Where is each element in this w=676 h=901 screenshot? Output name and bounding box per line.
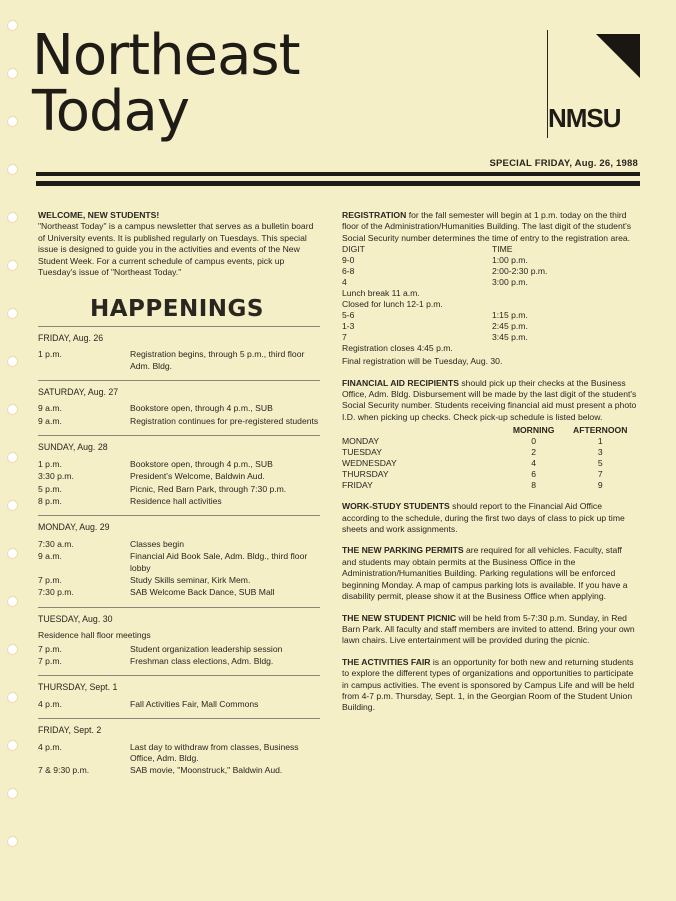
event-time: 7:30 a.m. bbox=[38, 538, 74, 549]
day-block bbox=[38, 607, 320, 668]
afternoon-digit: 7 bbox=[597, 469, 603, 480]
registration-body: for the fall semester will begin at 1 p.m. today on the third floor of the Administration/Humanities Building. The last digit of the student's Social Security number determines the time of entry to the registration area. bbox=[342, 210, 632, 243]
event-description: Bookstore open, through 4 p.m., SUB bbox=[130, 458, 273, 469]
event-row bbox=[38, 575, 320, 586]
event-description: Registration begins, through 5 p.m., third floor Adm. Bldg. bbox=[130, 349, 305, 371]
registration-time: 3:00 p.m. bbox=[492, 277, 528, 288]
binder-hole bbox=[7, 404, 18, 415]
disbursement-day: THURSDAY bbox=[342, 469, 389, 480]
afternoon-digit: 5 bbox=[597, 458, 603, 469]
event-row bbox=[38, 403, 320, 414]
financial-aid-body: should pick up their checks at the Business Office, Adm. Bldg. Disbursement will be made by the last digit of the student's Social Security number. Students receiving financial aid must present a photo I.D. when picking up checks. Check pick-up schedule is listed below. bbox=[342, 377, 637, 422]
binder-hole bbox=[7, 740, 18, 751]
morning-digit: 6 bbox=[531, 469, 537, 480]
registration-digit: 5-6 bbox=[342, 310, 355, 321]
happenings-heading: HAPPENINGS bbox=[90, 296, 264, 323]
registration-row bbox=[342, 321, 547, 332]
university-logo: NMSU bbox=[548, 103, 621, 133]
event-description: Freshman class elections, Adm. Bldg. bbox=[130, 655, 274, 666]
event-time: 9 a.m. bbox=[38, 415, 62, 426]
masthead-title-line1: Northeast bbox=[32, 23, 300, 88]
closed-for-lunch: Closed for lunch 12-1 p.m. bbox=[342, 299, 443, 310]
event-description: Picnic, Red Barn Park, through 7:30 p.m. bbox=[130, 483, 287, 494]
day-heading: SUNDAY, Aug. 28 bbox=[38, 442, 108, 453]
event-row bbox=[38, 416, 320, 427]
left-column bbox=[38, 210, 320, 778]
disbursement-header-row bbox=[342, 425, 638, 436]
disbursement-day: WEDNESDAY bbox=[342, 458, 397, 469]
registration-table bbox=[342, 244, 547, 354]
event-row bbox=[38, 539, 320, 550]
binder-hole bbox=[7, 500, 18, 511]
disbursement-day: FRIDAY bbox=[342, 480, 373, 491]
afternoon-digit: 3 bbox=[597, 447, 603, 458]
day-heading: FRIDAY, Aug. 26 bbox=[38, 332, 104, 343]
day-block bbox=[38, 326, 320, 372]
morning-digit: 2 bbox=[531, 447, 537, 458]
binder-holes bbox=[4, 20, 18, 880]
disbursement-row bbox=[342, 436, 638, 447]
event-time: 9 a.m. bbox=[38, 403, 62, 414]
binder-hole bbox=[7, 260, 18, 271]
event-description: Residence hall activities bbox=[130, 495, 222, 506]
event-description: SAB movie, "Moonstruck," Baldwin Aud. bbox=[130, 765, 283, 776]
event-description: Fall Activities Fair, Mall Commons bbox=[130, 698, 259, 709]
event-time: 5 p.m. bbox=[38, 483, 62, 494]
right-column bbox=[342, 210, 638, 724]
financial-aid-lead: FINANCIAL AID RECIPIENTS bbox=[342, 377, 459, 388]
welcome-heading: WELCOME, NEW STUDENTS! bbox=[38, 210, 160, 220]
event-description: Classes begin bbox=[130, 538, 184, 549]
day-block bbox=[38, 675, 320, 710]
registration-row bbox=[342, 255, 547, 266]
morning-digit: 0 bbox=[531, 436, 537, 447]
day-heading: FRIDAY, Sept. 2 bbox=[38, 725, 102, 736]
day-heading: SATURDAY, Aug. 27 bbox=[38, 387, 119, 398]
afternoon-digit: 9 bbox=[597, 480, 603, 491]
issue-dateline: SPECIAL FRIDAY, Aug. 26, 1988 bbox=[489, 158, 638, 169]
event-description: Bookstore open, through 4 p.m., SUB bbox=[130, 403, 273, 414]
event-row bbox=[38, 644, 320, 655]
registration-time: 1:00 p.m. bbox=[492, 255, 528, 266]
event-description: Study Skills seminar, Kirk Mem. bbox=[130, 574, 251, 585]
closed-lunch-row bbox=[342, 299, 547, 310]
event-row bbox=[38, 484, 320, 495]
morning-header: MORNING bbox=[512, 425, 555, 436]
event-time: 9 a.m. bbox=[38, 551, 62, 562]
binder-hole bbox=[7, 692, 18, 703]
binder-hole bbox=[7, 596, 18, 607]
event-row bbox=[38, 551, 320, 574]
financial-aid-section bbox=[342, 378, 638, 492]
event-row bbox=[38, 471, 320, 482]
registration-lead: REGISTRATION bbox=[342, 210, 407, 220]
event-time: 8 p.m. bbox=[38, 495, 62, 506]
registration-row bbox=[342, 277, 547, 288]
day-heading: TUESDAY, Aug. 30 bbox=[38, 613, 113, 624]
binder-hole bbox=[7, 788, 18, 799]
event-time: 4 p.m. bbox=[38, 698, 62, 709]
welcome-body: "Northeast Today" is a campus newsletter that serves as a bulletin board of University events. It is published regularly on Tuesdays. This special issue is designed to guide you in the activities and events of the New Student Week. For a current schedule of campus events, pick up Tuesday's issue of "Northeast Today." bbox=[38, 221, 314, 278]
event-time: 7 p.m. bbox=[38, 643, 62, 654]
day-heading: MONDAY, Aug. 29 bbox=[38, 522, 110, 533]
event-row bbox=[38, 587, 320, 598]
binder-hole bbox=[7, 356, 18, 367]
activities-fair-body: is an opportunity for both new and returning students to explore the different types of organizations and opportunities to participate in campus activities. The event is sponsored by Campus Life and will be held from 4-7 p.m. Thursday, Sept. 1, in the Georgian Room of the Student Union Building. bbox=[342, 656, 635, 713]
binder-hole bbox=[7, 116, 18, 127]
events-schedule bbox=[38, 326, 320, 777]
picnic-lead: THE NEW STUDENT PICNIC bbox=[342, 612, 457, 623]
disbursement-table bbox=[342, 425, 638, 491]
registration-digit: 4 bbox=[342, 277, 347, 288]
registration-section bbox=[342, 210, 638, 368]
registration-close: Registration closes 4:45 p.m. bbox=[342, 343, 453, 354]
registration-row bbox=[342, 332, 547, 343]
event-row bbox=[38, 742, 320, 765]
binder-hole bbox=[7, 68, 18, 79]
lunch-break: Lunch break 11 a.m. bbox=[342, 288, 420, 299]
event-description: SAB Welcome Back Dance, SUB Mall bbox=[130, 587, 275, 598]
binder-hole bbox=[7, 836, 18, 847]
event-row bbox=[38, 496, 320, 507]
event-time: 4 p.m. bbox=[38, 741, 62, 752]
day-block bbox=[38, 435, 320, 507]
day-block bbox=[38, 380, 320, 427]
event-time: 1 p.m. bbox=[38, 458, 62, 469]
work-study-lead: WORK-STUDY STUDENTS bbox=[342, 501, 450, 512]
binder-hole bbox=[7, 548, 18, 559]
disbursement-day: TUESDAY bbox=[342, 447, 382, 458]
digit-header: DIGIT bbox=[342, 244, 365, 255]
event-description: Financial Aid Book Sale, Adm. Bldg., third floor lobby bbox=[130, 551, 308, 573]
event-description: Registration continues for pre-registered students bbox=[130, 415, 319, 426]
event-description: President's Welcome, Baldwin Aud. bbox=[130, 471, 265, 482]
parking-body: are required for all vehicles. Faculty, staff and students may obtain permits at the Business Office in the Administration/Humanities Building. Parking regulations will be enforced beginning Monday. A map of campus parking lots is available. If you have a disability permit, please show it at the Business Office when applying. bbox=[342, 545, 628, 602]
disbursement-day: MONDAY bbox=[342, 436, 380, 447]
binder-hole bbox=[7, 644, 18, 655]
afternoon-digit: 1 bbox=[597, 436, 603, 447]
event-row bbox=[38, 699, 320, 710]
registration-time: 2:00-2:30 p.m. bbox=[492, 266, 548, 277]
event-time: 7 & 9:30 p.m. bbox=[38, 765, 90, 776]
morning-digit: 4 bbox=[531, 458, 537, 469]
morning-digit: 8 bbox=[531, 480, 537, 491]
event-description: Last day to withdraw from classes, Business Office, Adm. Bldg. bbox=[130, 741, 299, 763]
activities-fair-lead: THE ACTIVITIES FAIR bbox=[342, 656, 431, 667]
masthead-title-line2: Today bbox=[32, 79, 189, 144]
work-study-body: should report to the Financial Aid Office according to the schedule, during the first two days of class to pick up time sheets and work assignments. bbox=[342, 501, 625, 535]
day-block bbox=[38, 718, 320, 777]
registration-row bbox=[342, 266, 547, 277]
registration-digit: 1-3 bbox=[342, 321, 355, 332]
disbursement-row bbox=[342, 458, 638, 469]
registration-digit: 7 bbox=[342, 332, 347, 343]
event-time: 7:30 p.m. bbox=[38, 587, 74, 598]
registration-footer: Final registration will be Tuesday, Aug. 30. bbox=[342, 356, 503, 367]
event-time: 7 p.m. bbox=[38, 655, 62, 666]
masthead-title bbox=[32, 23, 332, 144]
registration-row bbox=[342, 310, 547, 321]
header-rule bbox=[36, 181, 640, 186]
day-heading: THURSDAY, Sept. 1 bbox=[38, 682, 118, 693]
registration-time: 3:45 p.m. bbox=[492, 332, 528, 343]
event-time: 3:30 p.m. bbox=[38, 471, 74, 482]
parking-section bbox=[342, 545, 638, 602]
registration-time: 1:15 p.m. bbox=[492, 310, 528, 321]
disbursement-row bbox=[342, 480, 638, 491]
picnic-body: will be held from 5-7:30 p.m. Sunday, in Red Barn Park. All faculty and staff members are invited to attend. Bring your own lawn chairs. Live entertainment will be provided during the picnic. bbox=[342, 612, 635, 646]
binder-hole bbox=[7, 308, 18, 319]
registration-time: 2:45 p.m. bbox=[492, 321, 528, 332]
binder-hole bbox=[7, 20, 18, 31]
parking-lead: THE NEW PARKING PERMITS bbox=[342, 545, 464, 556]
event-row bbox=[38, 765, 320, 776]
time-header: TIME bbox=[492, 244, 513, 255]
binder-hole bbox=[7, 212, 18, 223]
binder-hole bbox=[7, 164, 18, 175]
day-note: Residence hall floor meetings bbox=[38, 630, 151, 641]
event-row bbox=[38, 656, 320, 667]
event-time: 7 p.m. bbox=[38, 574, 62, 585]
lunch-break-row bbox=[342, 288, 547, 299]
event-time: 1 p.m. bbox=[38, 349, 62, 360]
disbursement-row bbox=[342, 447, 638, 458]
event-row bbox=[38, 349, 320, 372]
picnic-section bbox=[342, 613, 638, 647]
afternoon-header: AFTERNOON bbox=[573, 425, 628, 436]
day-block bbox=[38, 515, 320, 598]
event-row bbox=[38, 459, 320, 470]
event-description: Student organization leadership session bbox=[130, 643, 283, 654]
binder-hole bbox=[7, 452, 18, 463]
registration-header-row bbox=[342, 244, 547, 255]
registration-close-row bbox=[342, 343, 547, 354]
university-logo-triangle-icon bbox=[596, 34, 640, 78]
activities-fair-section bbox=[342, 657, 638, 714]
registration-digit: 9-0 bbox=[342, 255, 355, 266]
work-study-section bbox=[342, 501, 638, 535]
header-rule bbox=[36, 172, 640, 176]
registration-digit: 6-8 bbox=[342, 266, 355, 277]
disbursement-row bbox=[342, 469, 638, 480]
